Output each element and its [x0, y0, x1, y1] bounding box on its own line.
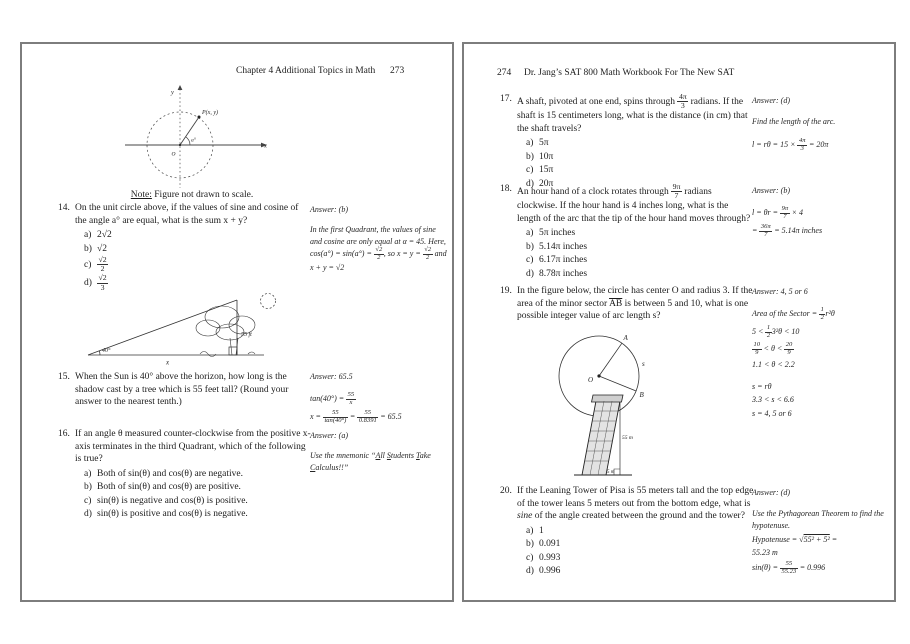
answer-label: Answer: 4, 5 or 6	[752, 287, 808, 296]
question-16	[58, 428, 312, 521]
shadow-label: x	[166, 358, 170, 367]
left-page-number: 273	[390, 66, 405, 76]
question-number: 15.	[58, 372, 70, 382]
answer-label: Answer: (a)	[310, 431, 348, 440]
choice-d: d) 0.996	[526, 566, 561, 577]
origin-dot	[179, 144, 181, 146]
right-page-header: Dr. Jang’s SAT 800 Math Workbook For The New SAT	[524, 68, 735, 78]
choice-a: a) 1	[526, 525, 544, 536]
math-line: 55.23 m	[752, 548, 778, 558]
choice-c: c) sin(θ) is negative and cos(θ) is positive.	[84, 495, 248, 506]
answer-explanation: Use the Pythagorean Theorem to find the hypotenuse.	[752, 509, 884, 530]
answer-label: Answer: 65.5	[310, 372, 353, 381]
point-b-label: B	[639, 391, 644, 399]
question-number: 19.	[500, 286, 512, 296]
answer-label: Answer: (b)	[752, 186, 790, 195]
center-dot	[597, 374, 600, 377]
choices	[526, 525, 754, 578]
question-19	[500, 285, 754, 323]
question-15	[58, 371, 312, 409]
answer-19	[752, 286, 890, 420]
left-page	[20, 42, 454, 602]
choice-b: b) 5.14π inches	[526, 241, 588, 252]
math-line: 3.3 < s < 6.6	[752, 395, 794, 405]
question-number: 16.	[58, 429, 70, 439]
question-20	[500, 485, 754, 578]
note-label: Note:	[130, 190, 152, 200]
choice-a: a) 5π inches	[526, 228, 576, 239]
question-text: An hour hand of a clock rotates through $\frac{9\pi}{7}$ radians clockwise. If the hour hand is 4 inches long, what is the length of the arc that the tip of the hour hand moves through?	[517, 182, 751, 224]
answer-label: Answer: (d)	[752, 96, 790, 105]
x-axis-label: x	[264, 142, 267, 150]
answer-14	[310, 204, 448, 273]
arc-s-label: s	[642, 360, 645, 368]
math-line: tan(40°) = $\frac{55}{x}$	[310, 391, 355, 407]
center-label: O	[588, 376, 594, 384]
math-line: l = rθ = 15 × $\frac{4\pi}{3}$ = 20π	[752, 136, 829, 152]
angle-label: 40°	[102, 348, 111, 354]
math-line: s = 4, 5 or 6	[752, 409, 792, 419]
point-a-label: A	[623, 334, 628, 342]
question-number: 20.	[500, 486, 512, 496]
point-p-dot	[198, 116, 201, 119]
answer-label: Answer: (d)	[752, 488, 790, 497]
math-line: 5 < $\frac{1}{2}$ 3²θ < 10	[752, 323, 800, 339]
unit-circle-figure	[120, 84, 270, 198]
math-line: 1.1 < θ < 2.2	[752, 360, 795, 370]
answer-label: Answer: (b)	[310, 205, 348, 214]
answer-15	[310, 371, 448, 424]
question-17	[500, 93, 754, 191]
answer-explanation: Use the mnemonic “All Students Take Calculus!!”	[310, 451, 431, 472]
choices	[84, 229, 312, 292]
choice-a: a) 5π	[526, 138, 549, 149]
question-text: When the Sun is 40° above the horizon, how long is the shadow cast by a tree which is 55 feet tall? (Round your answer to the nearest tenth.)	[75, 372, 289, 408]
question-text: If the Leaning Tower of Pisa is 55 meters tall and the top edge of the tower leans 5 meters out from the bottom edge, what is sine of the angle created between the ground and the tower?	[517, 486, 754, 522]
leaning-tower-figure	[568, 391, 640, 483]
chapter-title: Chapter 4 Additional Topics in Math	[236, 66, 376, 76]
choice-c: c) 6.17π inches	[526, 255, 588, 266]
question-text: A shaft, pivoted at one end, spins through $\frac{4\pi}{3}$ radians. If the shaft is 15 centimeters long, what is the distance (in cm) that the shaft travels?	[517, 92, 748, 134]
answer-16	[310, 430, 448, 473]
left-page-header	[236, 66, 375, 76]
answer-20	[752, 487, 890, 576]
choice-d: d) 20π	[526, 179, 554, 189]
right-page	[462, 42, 896, 602]
angle-a-label: a°	[191, 137, 196, 144]
y-axis-label: y	[171, 89, 174, 96]
choice-a: a) 2√2	[84, 230, 112, 241]
choices	[84, 468, 312, 521]
choice-c: c) 0.993	[526, 552, 561, 563]
choice-d: d) √2 3	[84, 273, 107, 292]
math-line: s = rθ	[752, 381, 772, 391]
choice-d: d) 8.78π inches	[526, 269, 588, 279]
choice-c: c) 15π	[526, 165, 554, 176]
math-line: Area of the Sector = $\frac{1}{2}$ r²θ	[752, 306, 835, 322]
choice-b: b) Both of sin(θ) and cos(θ) are positive.	[84, 482, 241, 493]
math-line: x = $\frac{55}{\tan(40^\circ)}$ = $\frac{55}{0.8391}$ = 65.5	[310, 408, 402, 424]
choice-a: a) Both of sin(θ) and cos(θ) are negative.	[84, 468, 244, 479]
math-line: l = θr = $\frac{9\pi}{7}$ × 4	[752, 205, 804, 221]
question-text: In the figure below, the circle has center O and radius 3. If the area of the minor sector $\overline{AB}$ is between 5 and 10, what is one possible integer value of arc length s?	[517, 286, 753, 322]
answer-17	[752, 95, 890, 153]
right-page-number: 274	[497, 68, 512, 78]
sun-icon	[261, 294, 276, 309]
choice-c: c) √2 2	[84, 255, 107, 274]
question-number: 17.	[500, 94, 512, 104]
question-text: On the unit circle above, if the values of sine and cosine of the angle a° are equal, what is the sum x + y?	[75, 203, 299, 226]
math-line: sin(θ) = $\frac{55}{55.23}$ = 0.996	[752, 560, 826, 576]
note-text: Figure not drawn to scale.	[151, 190, 254, 200]
math-line: Hypotenuse = √55² + 5² =	[752, 534, 838, 544]
math-line: = $\frac{36\pi}{7}$ = 5.14π inches	[752, 222, 823, 238]
tower-height-label: 55 m	[622, 435, 633, 441]
question-14	[58, 202, 312, 292]
choice-b: b) √2	[84, 243, 107, 254]
y-axis-arrow	[178, 85, 183, 90]
point-p-label: P(x, y)	[202, 110, 218, 116]
answer-18	[752, 185, 890, 238]
question-18	[500, 183, 754, 281]
figure-note	[77, 190, 307, 200]
choice-b: b) 0.091	[526, 539, 561, 550]
question-text: If an angle θ measured counter-clockwise from the positive x-axis terminates in the third Quadrant, which of the following is true?	[75, 429, 311, 465]
choice-d: d) sin(θ) is positive and cos(θ) is negative.	[84, 509, 248, 520]
origin-label: O	[171, 151, 176, 158]
question-number: 18.	[500, 184, 512, 194]
question-number: 14.	[58, 203, 70, 213]
tree-height-label: 55 ft	[241, 332, 252, 338]
choice-b: b) 10π	[526, 151, 554, 162]
tower-lean-label: 5 m	[607, 470, 615, 475]
math-line: $\frac{10}{9}$ < θ < $\frac{20}{9}$	[753, 340, 793, 356]
answer-explanation: In the first Quadrant, the values of sine and cosine are only equal at α = 45. Here, cos(a°) = sin(a°) = $\frac{√2}{2}$ , so x = y = $\frac{√2}{2}$ and x + y = √2	[310, 225, 447, 272]
arc-ab: $\overline{AB}$	[609, 298, 623, 309]
choices	[526, 227, 754, 280]
tree-shadow-figure	[72, 291, 287, 369]
answer-explanation: Find the length of the arc.	[752, 117, 836, 127]
